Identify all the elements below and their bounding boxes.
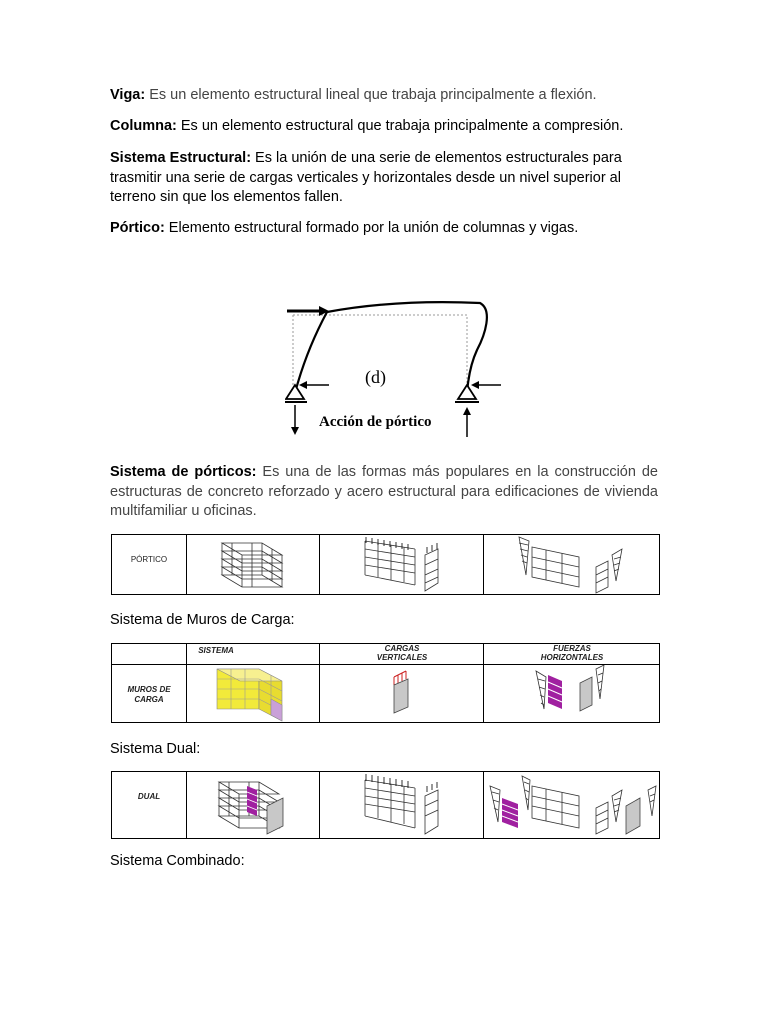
bearing-wall-3d-icon (187, 665, 320, 723)
table-muros-header-fuerzas: FUERZAS HORIZONTALES (540, 644, 604, 662)
dual-system-3d-icon (187, 772, 320, 838)
table-muros-horizontal-cell (484, 644, 661, 722)
table-muros-header-cargas: CARGAS VERTICALES (376, 644, 428, 662)
definition-portico (110, 219, 658, 239)
table-portico-horizontal-cell (484, 535, 661, 594)
table-muros-row-label: MUROS DE CARGA (127, 685, 171, 704)
table-dual (111, 771, 660, 839)
table-dual-vertical-cell (320, 772, 484, 838)
table-dual-system-cell (187, 772, 320, 838)
text-viga: Es un elemento estructural lineal que trabaja principalmente a flexión. (145, 87, 597, 103)
term-sistema-porticos: Sistema de pórticos: (110, 464, 257, 480)
dual-vertical-loads-icon (320, 772, 484, 838)
definition-columna (110, 117, 658, 137)
frame-3d-icon (187, 535, 320, 594)
definition-sistema-estructural (110, 149, 658, 208)
definition-viga (110, 86, 658, 106)
table-portico (111, 534, 660, 595)
wall-vertical-load-icon (320, 665, 484, 723)
table-portico-label-cell (112, 535, 187, 594)
term-columna: Columna: (110, 118, 177, 134)
term-viga: Viga: (110, 87, 146, 103)
table-dual-horizontal-cell (484, 772, 661, 838)
wall-horizontal-load-icon (484, 665, 660, 723)
text-portico: Elemento estructural formado por la unión de columnas y vigas. (164, 220, 579, 236)
term-sistema-estructural: Sistema Estructural: (110, 150, 252, 166)
dual-horizontal-loads-icon (484, 772, 660, 838)
vertical-loads-icon (320, 535, 484, 594)
table-muros-label-cell (112, 644, 187, 722)
table-muros-header-sistema: SISTEMA (198, 646, 234, 655)
table-portico-system-cell (187, 535, 320, 594)
table-portico-row-label: PÓRTICO (130, 555, 168, 564)
table-muros-system-cell (187, 644, 320, 722)
text-columna: Es un elemento estructural que trabaja principalmente a compresión. (176, 118, 624, 134)
definition-sistema-porticos (110, 463, 658, 522)
table-dual-label-cell (112, 772, 187, 838)
term-portico: Pórtico: (110, 220, 165, 236)
text-sistema-estructural: Es la unión de una serie de elementos estructurales para trasmitir una serie de cargas verticales y horizontales desde un nivel superior al terreno sin que los elementos fallen. (110, 150, 622, 205)
horizontal-loads-icon (484, 535, 660, 594)
table-portico-vertical-cell (320, 535, 484, 594)
portal-frame-figure (285, 295, 515, 440)
table-muros-vertical-cell (320, 644, 484, 722)
table-muros-carga (111, 643, 660, 723)
figure-label: (d) (365, 367, 386, 387)
figure-caption: Acción de pórtico (319, 414, 432, 430)
table-dual-row-label: DUAL (137, 792, 161, 801)
text-sistema-porticos: Es una de las formas más populares en la construcción de estructuras de concreto reforzado y acero estructural para edificaciones de vivienda multifamiliar u oficinas. (110, 464, 658, 519)
heading-sistema-combinado: Sistema Combinado: (110, 853, 245, 869)
heading-sistema-dual: Sistema Dual: (110, 741, 201, 757)
heading-muros-carga: Sistema de Muros de Carga: (110, 612, 295, 628)
